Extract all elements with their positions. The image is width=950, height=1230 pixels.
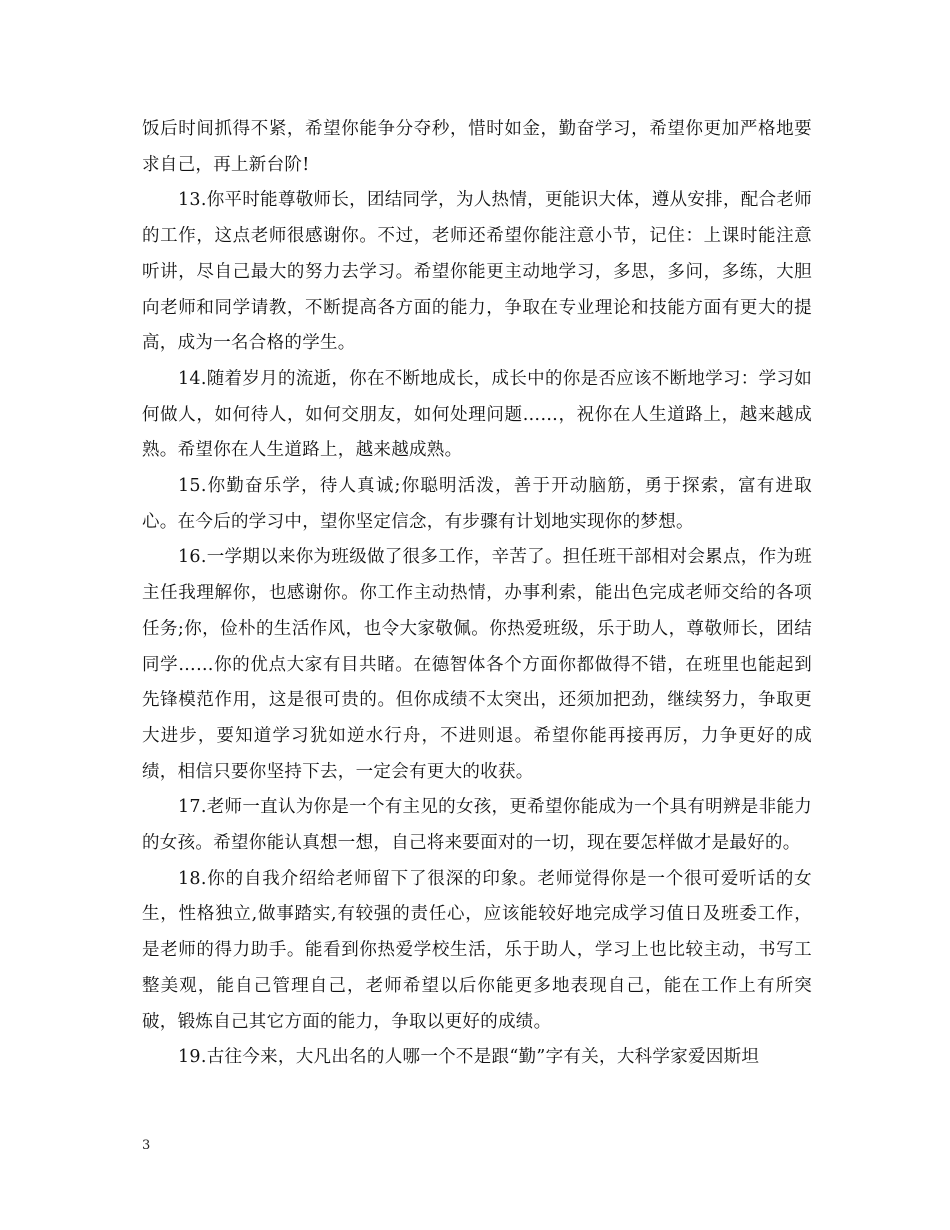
paragraph-comment-19: 19.古往今来，大凡出名的人哪一个不是跟“勤”字有关，大科学家爱因斯坦 — [178, 1047, 760, 1068]
paragraph-comment-13: 13.你平时能尊敬师长，团结同学，为人热情，更能识大体，遵从安排，配合老师的工作，这点老师很感谢你。不过，老师还希望你能注意小节，记住：上课时能注意听讲，尽自己最大的努力去学习。希望你能更主动地学习，多思，多问，多练，大胆向老师和同学请教，不断提高各方面的能力，争取在专业理论和技能方面有更大的提高，成为一名合格的学生。 — [142, 190, 812, 354]
paragraph-continuation: 饭后时间抓得不紧，希望你能争分夺秒，惜时如金，勤奋学习，希望你更加严格地要求自己，再上新台阶! — [142, 119, 812, 175]
page-number: 3 — [142, 1138, 151, 1153]
paragraph-comment-15: 15.你勤奋乐学，待人真诚;你聪明活泼，善于开动脑筋，勇于探索，富有进取心。在今后的学习中，望你坚定信念，有步骤有计划地实现你的梦想。 — [142, 476, 812, 532]
document-body — [142, 112, 812, 1076]
paragraph-comment-17: 17.老师一直认为你是一个有主见的女孩，更希望你能成为一个具有明辨是非能力的女孩。希望你能认真想一想，自己将来要面对的一切，现在要怎样做才是最好的。 — [142, 797, 812, 854]
paragraph-comment-16: 16.一学期以来你为班级做了很多工作，辛苦了。担任班干部相对会累点，作为班主任我理解你，也感谢你。你工作主动热情，办事利索，能出色完成老师交给的各项任务;你，俭朴的生活作风，也令大家敬佩。你热爱班级，乐于助人，尊敬师长，团结同学……你的优点大家有目共睹。在德智体各个方面你都做得不错，在班里也能起到先锋模范作用，这是很可贵的。但你成绩不太突出，还须加把劲，继续努力，争取更大进步，要知道学习犹如逆水行舟，不进则退。希望你能再接再厉，力争更好的成绩，相信只要你坚持下去，一定会有更大的收获。 — [142, 547, 812, 782]
paragraph-comment-18: 18.你的自我介绍给老师留下了很深的印象。老师觉得你是一个很可爱听话的女生，性格独立,做事踏实,有较强的责任心，应该能较好地完成学习值日及班委工作，是老师的得力助手。能看到你热爱学校生活，乐于助人，学习上也比较主动，书写工整美观，能自己管理自己，老师希望以后你能更多地表现自己，能在工作上有所突破，锻炼自己其它方面的能力，争取以更好的成绩。 — [142, 868, 812, 1032]
paragraph-comment-14: 14.随着岁月的流逝，你在不断地成长，成长中的你是否应该不断地学习：学习如何做人，如何待人，如何交朋友，如何处理问题……，祝你在人生道路上，越来越成熟。希望你在人生道路上，越来越成熟。 — [142, 368, 812, 461]
